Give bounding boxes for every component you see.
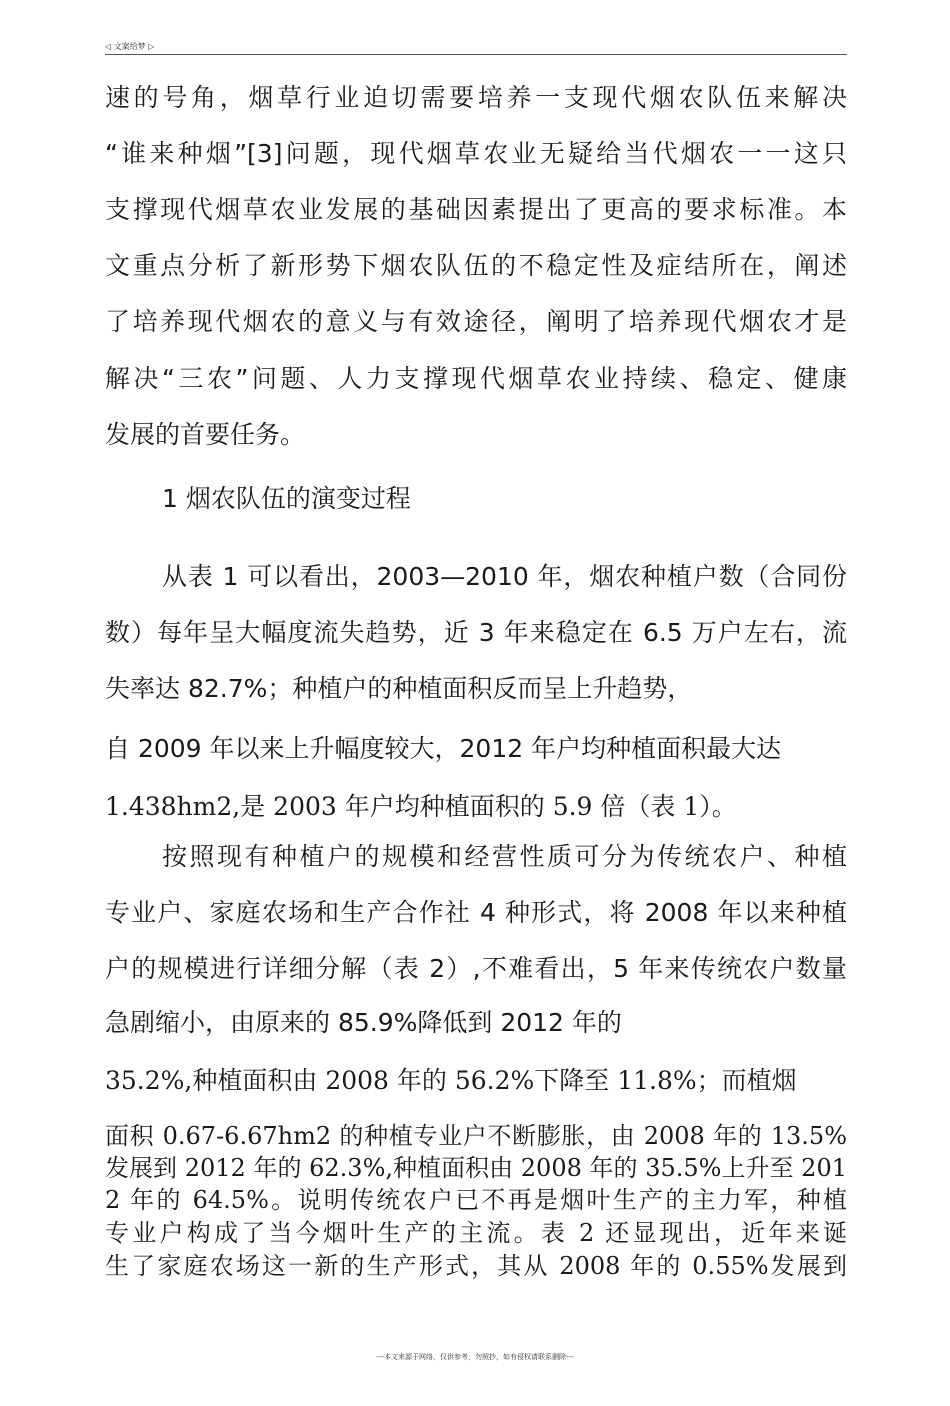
body-line: 速的号角，烟草行业迫切需要培养一支现代烟农队伍来解决 [105, 83, 847, 112]
body-line: “谁来种烟”[3]问题，现代烟草农业无疑给当代烟农一一这只 [105, 139, 847, 168]
body-line: 支撑现代烟草农业发展的基础因素提出了更高的要求标准。本 [105, 195, 847, 224]
body-line: 生了家庭农场这一新的生产形式，其从 2008 年的 0.55%发展到 [105, 1252, 847, 1280]
body-line: 了培养现代烟农的意义与有效途径，阐明了培养现代烟农才是 [105, 307, 847, 336]
body-line: 发展到 2012 年的 62.3%,种植面积由 2008 年的 35.5%上升至 201 [105, 1154, 847, 1182]
body-line: 急剧缩小，由原来的 85.9%降低到 2012 年的 [105, 1008, 622, 1037]
section-heading: 1 烟农队伍的演变过程 [162, 484, 411, 513]
body-line: 面积 0.67-6.67hm2 的种植专业户不断膨胀，由 2008 年的 13.5% [105, 1122, 847, 1150]
body-line: 按照现有种植户的规模和经营性质可分为传统农户、种植 [162, 842, 847, 871]
body-line: 专业户、家庭农场和生产合作社 4 种形式，将 2008 年以来种植 [105, 898, 847, 927]
body-line: 失率达 82.7%；种植户的种植面积反而呈上升趋势， [105, 674, 693, 703]
body-line: 2 年的 64.5%。说明传统农户已不再是烟叶生产的主力军，种植 [105, 1186, 847, 1214]
body-line: 数）每年呈大幅度流失趋势，近 3 年来稳定在 6.5 万户左右，流 [105, 618, 847, 647]
body-line: 专业户构成了当今烟叶生产的主流。表 2 还显现出，近年来诞 [105, 1219, 847, 1247]
body-line: 解决“三农”问题、人力支撑现代烟草农业持续、稳定、健康 [105, 364, 847, 393]
header-text: ◁ 文案给梦 ▷ [105, 42, 155, 51]
body-line: 户的规模进行详细分解（表 2）,不难看出，5 年来传统农户数量 [105, 954, 847, 983]
body-line: 自 2009 年以来上升幅度较大，2012 年户均种植面积最大达 [105, 734, 782, 763]
body-line: 文重点分析了新形势下烟农队伍的不稳定性及症结所在，阐述 [105, 251, 847, 280]
page-header [105, 40, 847, 55]
page-footer: ---本文来源于网络，仅供参考，勿照抄，如有侵权请联系删除--- [376, 1353, 574, 1361]
body-line: 发展的首要任务。 [105, 420, 306, 449]
body-line: 从表 1 可以看出，2003—2010 年，烟农种植户数（合同份 [162, 562, 847, 591]
body-line: 35.2%,种植面积由 2008 年的 56.2%下降至 11.8%；而植烟 [105, 1066, 797, 1095]
body-line: 1.438hm2,是 2003 年户均种植面积的 5.9 倍（表 1）。 [105, 792, 737, 821]
